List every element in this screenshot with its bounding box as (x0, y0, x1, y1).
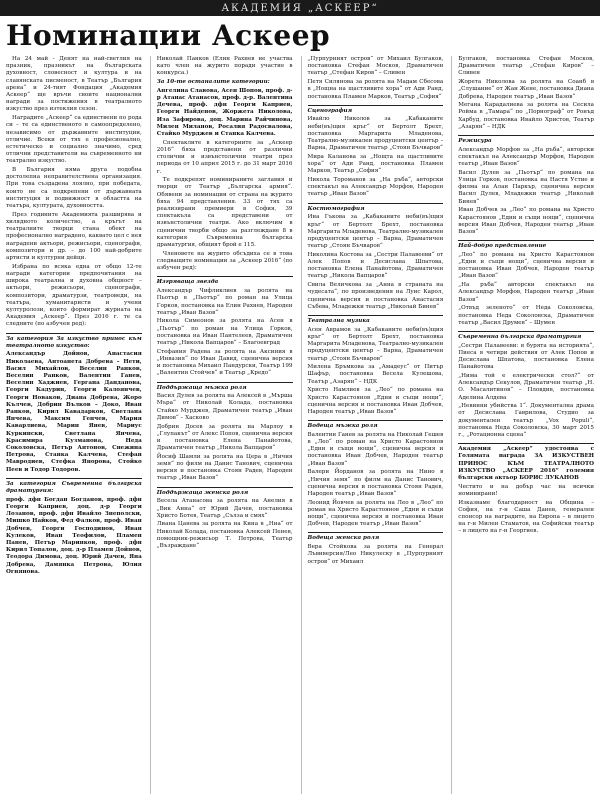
article-paragraph: „Лео“ по романа на Христо Карастоянов „Едни и същи нощи“, сценична версия и постановка Иван Добчев, Народен театър „Иван Вазов“ (458, 251, 594, 280)
article-paragraph: През годините Академията разширява и хилядното количество, а кръгът на театралните творци стана обект на професионално наградено, каквато цел с нея наградени актьори, режисьори, сценографи, композитори и др. – до 100 най-добрите артисти и културни дейци. (6, 211, 142, 261)
article-paragraph: Спектаклите в категориите за „Аскеер 2016“ бяха представени от различни столични и извънстолични театри през периода от 10 април 2015 г. до 31 март 2016 г. (156, 139, 293, 175)
article-paragraph: Христо Намлиев за „Лео“ по романа на Христо Карастоянов „Едни и същи нощи“, сценична версия и постановка Иван Добчев, Народен театър „Иван Вазов“ (307, 387, 444, 415)
section-heading: Най-добро представление (458, 243, 547, 250)
article-paragraph: Петя Силянова за ролята на Мадам Сбесова в „Нощна на щастливите хора“ от Ади Ранд, постановка Пламен Марков, Театър „София“ (307, 79, 444, 100)
section-heading: Сценография (307, 107, 353, 114)
article-paragraph: „Отвъд зеленото“ от Неда Соколовска, постановка Неда Соколовска, Драматичен театър „Васил Друмев“ – Шумен (458, 305, 594, 326)
article-column-4 (451, 56, 594, 794)
section-heading: Поддържаща женска роля (156, 489, 249, 496)
article-paragraph: Наградите „Аскеер“ са единствени по рода си – те са единственото в самоопределено, независимо от държавните институции, отличие. Всеки от тях е професионално, естетическо и социално значимо, сред отлични представители на съвременното ни театрално изкуство. (6, 115, 142, 165)
article-paragraph: Честито и на добър час на всички номинирани! (458, 483, 594, 497)
section-divider (6, 333, 142, 334)
section-divider (458, 443, 594, 444)
section-heading: Изгряваща звезда (156, 279, 219, 286)
section-heading: За 10-те останалите категории: (156, 79, 270, 86)
article-paragraph: „Пурпурният остров“ от Михаил Булгаков, постановка Стефан Москов, Драматичен театър „Стефан Киров“ – Сливен (307, 56, 444, 77)
article-paragraph: Леонид Йовчев за ролята на Лео в „Лео“ по роман на Христо Карастоянов „Едни и същи нощи“, сценична версия и постановка Иван Добчев, Народен театър „Иван Вазов“ (307, 499, 444, 528)
article-paragraph: Валери Йорданов за ролята на Нино в „Ничия земя“ по филм на Данис Танович, сценична версия и постановка Стоян Радев, Народен театър „Иван Вазов“ (307, 469, 444, 497)
article-paragraph: Александър Чифликлиев за ролята на Пьотър в „Пьотър“ по роман на Улица Горков, постановка на Елин Рахнев, Народен театър „Иван Вазов“ (156, 288, 293, 316)
section-divider (157, 276, 293, 277)
section-divider (458, 135, 594, 136)
article-paragraph: „Невинни убийства 1“. Документална драма от Десислава Гаврилова, Студио за документален театър „Vox Populi“, постановка Неда Соколовска, 30 март 2015 г., „Ротационна сцена“ (458, 403, 594, 439)
article-paragraph: Ивайло Николов за „Кабаканите неби(въ)щия кръг“ от Бертолт Брехт, постановка Маргарита Младенова, Театрално-музикален продуцентски център – Варна, Драматичен театър „Стоян Бъчваров“ (307, 116, 444, 152)
section-divider (308, 420, 444, 421)
section-divider (308, 315, 444, 316)
article-paragraph: Весела Атанасова за ролята на Анелия в „Вик Анна“ от Юрий Дачев, постановка Христо Ботев, Театър „Сълза и смях“ (156, 498, 293, 519)
article-paragraph: Жорета Николова за ролята на Соанб в „Слушание“ от Жан Жене, постановка Диана Добрева, Народен театър „Иван Вазов“ (458, 79, 594, 100)
article-paragraph: Йосиф Шамли за ролята на Цера в „Ничия земя“ по филм на Данис Танович, сценична версия и постановка Стоян Радев, Народен театър „Иван Вазов“ (156, 453, 293, 482)
article-paragraph: Васил Дулев за „Пьотър“ по романа на Улица Горков, постановка на Настя Устие и филма на Алан Паркър, сценична версия Васил Дулев, Младежки театър „Николай Бинев“ (458, 169, 594, 205)
article-paragraph: Николай Панков (Елин Рахнев не участва като член на журито поради участие в конкурса.) (156, 56, 293, 77)
article-paragraph: Стефания Радева за ролята на Аксиния в „Инвазия“ по Иван Давид, сценична версия и постановка Михаил Пандурски, Театър 199 „Валентин Стойчев“ и Театър „Кредо“ (156, 348, 293, 377)
article-paragraph: Ина Гъкова за „Кабаканите неби(въ)щия кръг“ от Бертолт Брехт, постановка Маргарита Младенова, Театрално-музикален продуцентски център – Варна, Драматичен театър „Стоян Бъчваров“ (307, 214, 444, 250)
article-paragraph: Иван Добчев за „Лео“ по романа на Христо Карастоянов „Едни и същи нощи“, сценична версия Иван Добчев, Народен театър „Иван Вазов“ (458, 207, 594, 235)
section-divider (308, 532, 444, 533)
section-divider (458, 240, 594, 241)
article-column-3 (301, 56, 444, 794)
section-divider (6, 478, 142, 479)
section-heading: Театрална музика (307, 318, 370, 324)
names-list: Академия „Аскеер“ удостоява с Голямата награда ЗА ИЗКУСТВЕН ПРИНОС КЪМ ТЕАТРАЛНОТО ИЗКУСТВО „АСКЕЕР 2016“ големия български актьор БОРИС ЛУКАНОВ (458, 446, 594, 482)
article-column-1 (6, 56, 142, 794)
section-divider (157, 382, 293, 383)
article-paragraph: „На ръба“ авторски спектакъл на Александър Морфов, Народен театър „Иван Вазов“ (458, 282, 594, 303)
article-paragraph: Членовете на журито обсъдиха се в това следващите номинации за „Аскеер 2016“ (по азбучен ред): (156, 250, 293, 272)
article-paragraph: „Нима той е електрически стол?“ от Александър Секулов, Драматичен театър „Н. О. Масалитинов“ – Пловдив, постановка Аделина Алдева (458, 372, 594, 401)
article-paragraph: Милена Бръмкова за „Амадеус“ от Питър Шафър, постановка Весела Кулешова, Театър „Азарян“ – НДК (307, 364, 444, 385)
article-paragraph: Вера Стойкова за ролята на Генерал Лъвиверсия/Лео Никулеску в „Пурпурният остров“ от Михаил (307, 544, 444, 565)
publication-name: АКАДЕМИЯ „АСКЕЕР“ (221, 2, 379, 14)
names-list: Ангелина Славова, Асен Шопов, проф. д-р Атанас Атанасов, проф. д-р. Валентина Дечева, проф. дфн Георги Каприев, Георги Найденов, Жоржета Николова, Иза Зафирова, доц. Марина Райчинова, Милен Миланов, Росалия Радосвалова, Стайко Мурджев и Станка Калчева. (156, 87, 293, 138)
section-heading: За категория Съвременна българска драматургия: (6, 480, 142, 495)
section-heading: Режисура (458, 138, 492, 145)
page-title: Номинации Аскеер (6, 19, 331, 52)
article-paragraph: Валентин Ганев за ролята на Николай Гешев в „Лео“ по роман на Христо Карастоянов „Едни и същи нощи“, сценична версия и постановка Иван Добчев, Народен театър „Иван Вазов“ (307, 431, 444, 467)
article-paragraph: Никола Тороманов за „На ръба“, авторски спектакъл на Александър Морфов, Народен театър „Иван Вазов“ (307, 177, 444, 198)
article-paragraph: Добрин Досев за ролята на Марлоу в „Глупакът“ от Алекс Попов, сценична версия и постановка Елена Панайотова, Драматичен театър „Никола Вапцаров“ (156, 423, 293, 452)
section-heading: За категория За изкуство принос към театралното изкуство: (6, 335, 142, 349)
section-heading: Съвременна българска драматургия (458, 333, 582, 340)
article-paragraph: Александър Морфов за „На ръба“, авторски спектакъл на Александър Морфов, Народен театър „Иван Вазов“ (458, 146, 594, 168)
article-paragraph: Избрана по всяка една от общо 12-те награди категории предпочитания на широка театрална и духовна общност – актьори, режисьори, сценографи, композитори, драматурзи, театроведи, на театъра, хуманитаристи и учени културолози, които формират журната на Академия „Аскеер“. През 2016 г. те са следните (по азбучен ред): (6, 263, 142, 328)
article-paragraph: В България няма друга подобна достолепна неправителствена организация. При това създадена лоялно, при победата, които не са подкрепени от държавната институция и подвижност в областта на театъра, културата, духовността. (6, 167, 142, 210)
article-paragraph: „Сестри Палавееви: в бурята на историята“, Пиеса в четири действия от Алек Попов и Десислава Шпатова, постановка Елена Панайотова (458, 342, 594, 371)
article-paragraph: Мегана Карадалиева за ролята на Сесила Ройма в „Тамара“ по „Порнограф“ от Ронъд Харбуд, постановка Ивайло Христов, Театър „Азарян“ – НДК (458, 102, 594, 130)
section-heading: Водеща мъжка роля (307, 423, 378, 430)
article-column-2 (150, 56, 293, 794)
article-paragraph: На 24 май - Денят на най-светлия на празник, празникът на българската духовност, словесност и култура и на славянската писменост, в Театър „България арена“ и 24-тият Фондация „Академия Аскеер“ ще връчи своите национални награди за постижения в театралното изкуство през изтеклия сезон. (6, 56, 142, 113)
header-bar (0, 0, 600, 16)
article-paragraph: Николина Костова за „Сестри Палавееви“ от Алек Попов и Десислава Шпатова, постановка Елена Панайотова, Драматичен театър „Никола Вапцаров“ (307, 251, 444, 280)
article-paragraph: Изказваме благодарност на Община – София, на г-н Саша Данев, генерален спонсор на наградите, на Европа – в лицето на г-н Милен Стаматов, на Софийски театър – в лицето на г-н Георгиев. (458, 499, 594, 535)
article-paragraph: Асен Аврамов за „Кабаканите неби(въ)щия кръг“ от Бертолт Брехт, постановка Маргарита Младенова, Театрално-музикален продуцентски център – Варна, Драматичен театър „Стоян Бъчваров“ (307, 326, 444, 362)
names-list: проф. дфн Богдан Богданов, проф. дфн Георги Каприев, доц. д-р Георги Лозанов, проф. дфн Ивайло Знеполски, Мишко Найков, Фед Фалков, проф. Иван Добчев, Георги Господинов, Иван Кулеков, Иван Теофилов, Пламен Панев, Петър Маринков, проф. дфн Кирил Топалов, доц. д-р Пламен Дойнов, Теодора Димова, доц. Юрий Дачев, Яна Добрева, Дамянка Петрова, Юлия Огнянова. (6, 496, 142, 575)
section-heading: Водеща женска роля (307, 535, 380, 542)
article-paragraph: Васил Дулев за ролята на Алексей в „Мърша Мъра“ от Николай Колада, постановка Стайко Мурджев, Драматичен театър „Иван Димов“ – Хасково (156, 393, 293, 421)
section-divider (308, 105, 444, 106)
article-paragraph: Свила Величкова за „Анна в страната на чудесата“, по произведения на Луис Карол, сценична версия и постановка Анастасия Събева, Младежки театър „Николай Бинев“ (307, 282, 444, 310)
article-paragraph: Никола Симеонов за ролята на Асен в „Пьотър“ по роман на Улица Горков, постановка на Иван Пантелеев, Драматичен театър „Никола Вапцаров“ – Благоевград (156, 318, 293, 347)
article-paragraph: Булгаков, постановка Стефан Москов, Драматичен театър „Стефан Киров“ – Сливен (458, 56, 594, 77)
article-paragraph: Мира Каланова за „Нощта на щастливите хора“ от Ади Ранд, постановка Пламен Марков, Театър „София“ (307, 153, 444, 175)
section-heading: Костюмография (307, 205, 365, 212)
section-divider (157, 487, 293, 488)
article-paragraph: Лиана Цанева за ролята на Кина в „Ниа“ от Николай Колада, постановка Алексей Пенев, помощник-режисьор Т. Петрова, Театър „Възраждане“ (156, 521, 293, 550)
section-divider (308, 203, 444, 204)
section-divider (458, 331, 594, 332)
section-heading: Поддържаща мъжка роля (156, 384, 247, 391)
article-paragraph: Те подкрепят номинираните заглавия и творци от Театър „Българска армия“. Обявени за номинации от страна на журито бяха 94 представления. 33 от тях са реализирани премиери в София, 39 спектакъла са представени от извънстолични театри. Ако включим в сценични творби общо за разглеждане 8 в категория Съвременна българска драматургия, общият брой е 115. (156, 177, 293, 249)
names-list: Александър Дойнов, Анастасия Николаева, Антоанета Добрева – Нети, Васил Михайлов, Веселин Ранков, Веселин Ранков, Валентин Ганев, Веселин Хаджиев, Гергана Данданова, Георги Кадурин, Георги Калоянчев, Георги Новаков, Диана Добрева, Жоро Кълчев, Добрин Вълков – Доко, Иван Ранков, Кирил Кавадарков, Светлана Янчева, Максим Генчев, Мария Каварлиева, Марин Янев, Мариус Куркински, Светлана Янчева, Красимира Кузманова, Неда Соколовска, Петър Антонов, Снежина Петрова, Станка Калчева, Стефан Мавродиев, Стефка Янорова, Стойко Пеев и Тодор Тодоров. (6, 351, 142, 473)
article-columns (6, 56, 594, 794)
